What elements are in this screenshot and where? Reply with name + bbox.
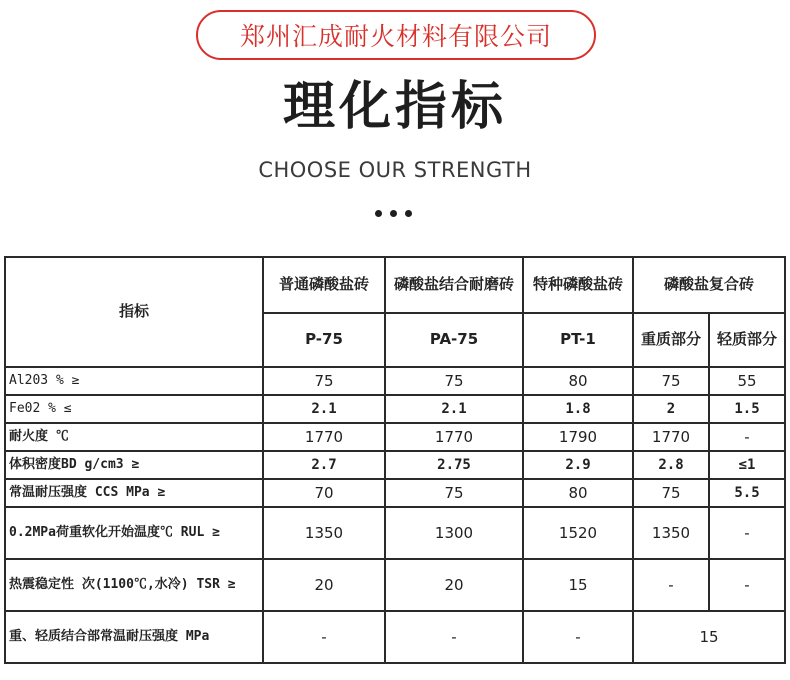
table-cell: 70 xyxy=(263,479,385,507)
table-cell: 1300 xyxy=(385,507,523,559)
table-cell: - xyxy=(385,611,523,663)
subcol-header: 重质部分 xyxy=(633,313,709,367)
table-cell: 20 xyxy=(385,559,523,611)
table-cell: 2.1 xyxy=(385,395,523,423)
table-cell: 75 xyxy=(633,367,709,395)
spec-table xyxy=(4,256,786,664)
page-title: 理化指标 xyxy=(282,77,507,137)
row-label: 体积密度BD g/cm3 ≥ xyxy=(5,451,263,479)
table-cell: - xyxy=(523,611,633,663)
row-label: 耐火度 ℃ xyxy=(5,423,263,451)
table-cell: 2 xyxy=(633,395,709,423)
group-header: 磷酸盐复合砖 xyxy=(633,257,785,313)
dot-icon xyxy=(390,210,397,217)
table-cell: 15 xyxy=(523,559,633,611)
table-header-row xyxy=(5,257,785,313)
table-cell: 2.75 xyxy=(385,451,523,479)
company-name-badge xyxy=(196,10,596,60)
table-cell: 1.8 xyxy=(523,395,633,423)
table-cell: 1770 xyxy=(385,423,523,451)
table-cell: - xyxy=(633,559,709,611)
table-cell: 20 xyxy=(263,559,385,611)
table-cell: 2.9 xyxy=(523,451,633,479)
page-subtitle: CHOOSE OUR STRENGTH xyxy=(258,158,532,182)
row-label: 常温耐压强度 CCS MPa ≥ xyxy=(5,479,263,507)
dot-icon xyxy=(405,210,412,217)
index-header: 指标 xyxy=(5,257,263,367)
table-cell: - xyxy=(709,559,785,611)
table-cell: 75 xyxy=(385,479,523,507)
table-cell: 15 xyxy=(633,611,785,663)
table-row xyxy=(5,559,785,611)
table-cell: 1790 xyxy=(523,423,633,451)
subcol-header: 轻质部分 xyxy=(709,313,785,367)
table-cell: 75 xyxy=(633,479,709,507)
company-name: 郑州汇成耐火材料有限公司 xyxy=(239,22,552,51)
table-cell: - xyxy=(263,611,385,663)
table-cell: - xyxy=(709,423,785,451)
group-header: 特种磷酸盐砖 xyxy=(523,257,633,313)
group-header: 普通磷酸盐砖 xyxy=(263,257,385,313)
table-cell: 75 xyxy=(263,367,385,395)
table-cell: 1350 xyxy=(263,507,385,559)
table-cell: 2.1 xyxy=(263,395,385,423)
table-cell: 1350 xyxy=(633,507,709,559)
table-cell: 1770 xyxy=(633,423,709,451)
table-row xyxy=(5,507,785,559)
table-row xyxy=(5,611,785,663)
table-cell: 1.5 xyxy=(709,395,785,423)
table-row xyxy=(5,395,785,423)
table-cell: 1770 xyxy=(263,423,385,451)
row-label: Al203 % ≥ xyxy=(5,367,263,395)
grade-header: P-75 xyxy=(263,313,385,367)
table-cell: 1520 xyxy=(523,507,633,559)
table-cell: 2.8 xyxy=(633,451,709,479)
dot-icon xyxy=(375,210,382,217)
table-cell: ≤1 xyxy=(709,451,785,479)
table-row xyxy=(5,479,785,507)
table-cell: 55 xyxy=(709,367,785,395)
table-cell: 80 xyxy=(523,479,633,507)
table-row xyxy=(5,367,785,395)
row-label: Fe02 % ≤ xyxy=(5,395,263,423)
row-label: 重、轻质结合部常温耐压强度 MPa xyxy=(5,611,263,663)
table-row xyxy=(5,451,785,479)
table-cell: 80 xyxy=(523,367,633,395)
table-cell: 5.5 xyxy=(709,479,785,507)
table-cell: 75 xyxy=(385,367,523,395)
row-label: 0.2MPa荷重软化开始温度℃ RUL ≥ xyxy=(5,507,263,559)
table-row xyxy=(5,423,785,451)
grade-header: PA-75 xyxy=(385,313,523,367)
row-label: 热震稳定性 次(1100℃,水冷) TSR ≥ xyxy=(5,559,263,611)
table-cell: 2.7 xyxy=(263,451,385,479)
decorative-dots xyxy=(375,210,412,217)
group-header: 磷酸盐结合耐磨砖 xyxy=(385,257,523,313)
grade-header: PT-1 xyxy=(523,313,633,367)
table-cell: - xyxy=(709,507,785,559)
